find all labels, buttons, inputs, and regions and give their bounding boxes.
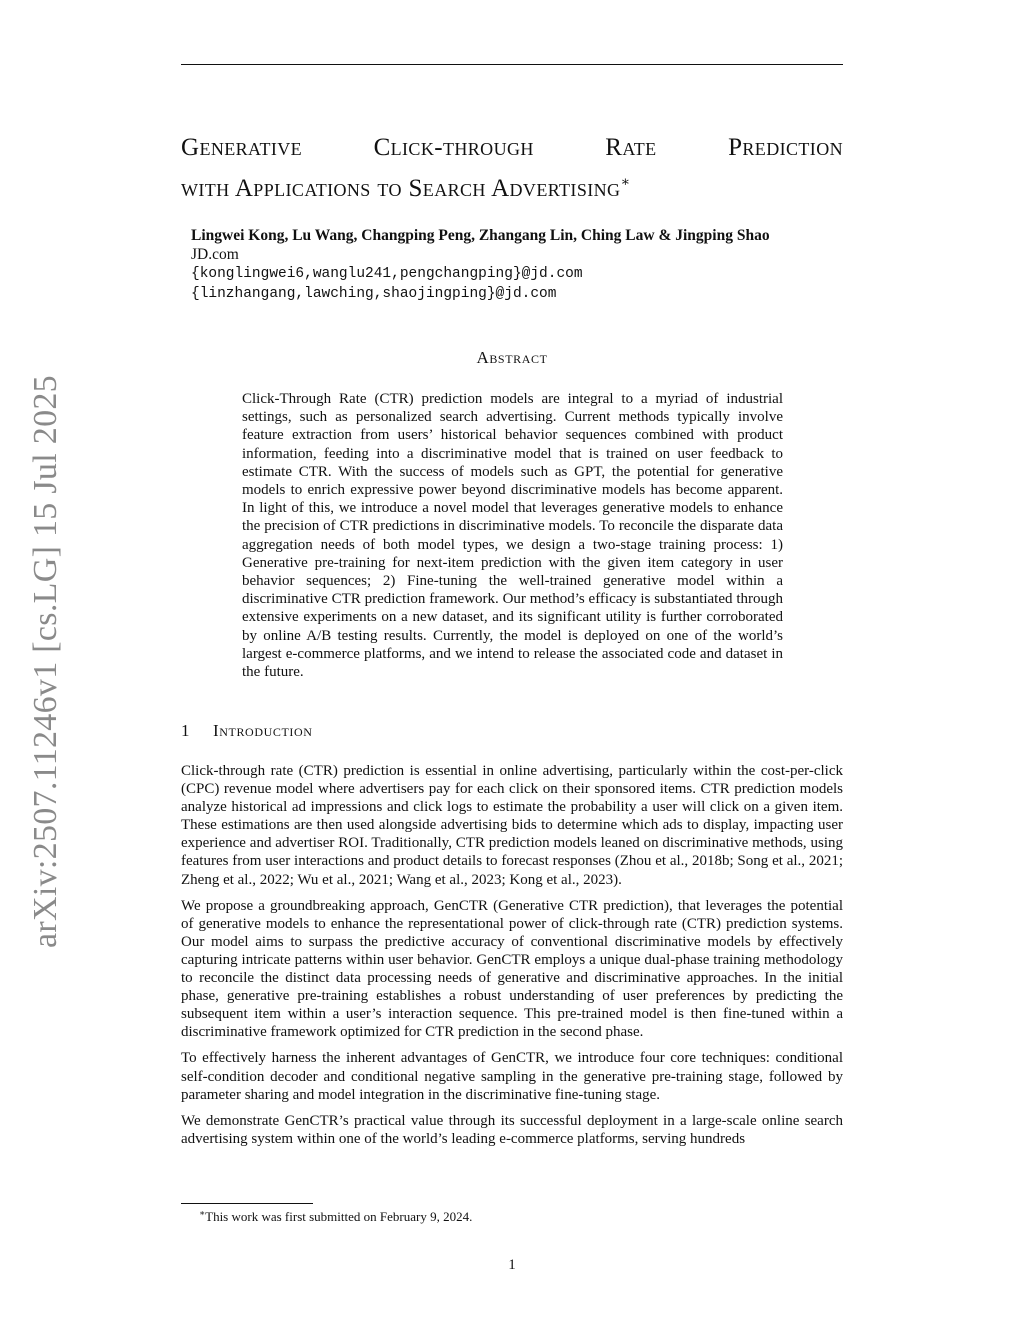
abstract-text: Click-Through Rate (CTR) prediction models are integral to a myriad of industrial settings, such as personalized search advertising. Current methods typically involve feature extraction from users’ historical behavior sequences combined with product information, feeding into a discriminative model that is trained on user feedback to estimate CTR. With the success of models such as GPT, the potential for generative models to enrich expressive power beyond discriminative models has become apparent. In light of this, we introduce a novel model that leverages generative models to enhance the precision of CTR predictions in discriminative models. To reconcile the disparate data aggregation needs of both model types, we design a two-stage training process: 1) Generative pre-training for next-item prediction with the given item category in user behavior sequences; 2) Fine-tuning the well-trained generative model within a discriminative CTR prediction framework. Our method’s efficacy is substantiated through extensive experiments on a new dataset, and its significant utility is further corroborated by online A/B testing results. Currently, the model is deployed on one of the world’s largest e-commerce platforms, and we intend to release the associated code and dataset in the future.: [242, 391, 783, 681]
title-line-2: [181, 165, 843, 206]
introduction-body: [181, 762, 843, 1156]
footnote-mark: ∗: [199, 1208, 206, 1218]
header-rule: [181, 64, 843, 65]
paragraph: Click-through rate (CTR) prediction is essential in online advertising, particularly within the cost-per-click (CPC) revenue model where advertisers pay for each click on their sponsored items. CTR prediction models analyze historical ad impressions and click logs to estimate the probability a user will click on a given item. These estimations are then used alongside advertising bids to determine which ads to display, impacting user experience and advertiser ROI. Traditionally, CTR prediction models leaned on discriminative methods, using features from user interactions and product details to forecast responses (Zhou et al., 2018b; Song et al., 2021; Zheng et al., 2022; Wu et al., 2021; Wang et al., 2023; Kong et al., 2023).: [181, 763, 843, 888]
title-footnote-mark: ∗: [620, 175, 631, 190]
affiliation: JD.com: [191, 246, 239, 263]
paragraph: To effectively harness the inherent advantages of GenCTR, we introduce four core techniques: conditional self-condition decoder and conditional negative sampling in the generative pre-training stage, followed by parameter sharing and model integration in the discriminative fine-tuning stage.: [181, 1050, 843, 1103]
abstract-heading: Abstract: [476, 348, 548, 367]
page-number: 1: [508, 1257, 516, 1273]
section-number: 1: [181, 721, 191, 740]
footnote-text: This work was first submitted on February 9, 2024.: [205, 1209, 473, 1224]
footnote-rule: [181, 1203, 313, 1204]
author-list: Lingwei Kong, Lu Wang, Changping Peng, Zhangang Lin, Ching Law & Jingping Shao: [191, 227, 770, 244]
title-line-2-text: with Applications to Search Advertising: [181, 175, 621, 202]
footnote: [199, 1208, 472, 1225]
section-heading-introduction: [181, 721, 313, 741]
email-line-1: {konglingwei6,wanglu241,pengchangping}@jd.com: [191, 266, 583, 282]
email-line-2: {linzhangang,lawching,shaojingping}@jd.com: [191, 286, 557, 302]
paragraph: We propose a groundbreaking approach, GenCTR (Generative CTR prediction), that leverages the potential of generative models to enhance the representational power of click-through rate (CTR) prediction systems. Our model aims to surpass the predictive accuracy of conventional discriminative models by effectively capturing intricate patterns within user behavior. GenCTR employs a unique dual-phase training methodology to reconcile the distinct data processing needs of generative and discriminative approaches. In the initial phase, generative pre-training establishes a robust understanding of user preferences by predicting the subsequent item within a user’s interaction sequence. This pre-trained model is then fine-tuned within a discriminative framework optimized for CTR prediction in the second phase.: [181, 897, 843, 1041]
section-title: Introduction: [213, 721, 313, 740]
paragraph: We demonstrate GenCTR’s practical value through its successful deployment in a large-scale online search advertising system within one of the world’s leading e-commerce platforms, serving hundreds: [181, 1112, 843, 1147]
arxiv-identifier-stamp: arXiv:2507.11246v1 [cs.LG] 15 Jul 2025: [27, 375, 64, 948]
paper-title: [181, 130, 843, 206]
title-line-1: Generative Click-through Rate Prediction: [181, 134, 843, 161]
